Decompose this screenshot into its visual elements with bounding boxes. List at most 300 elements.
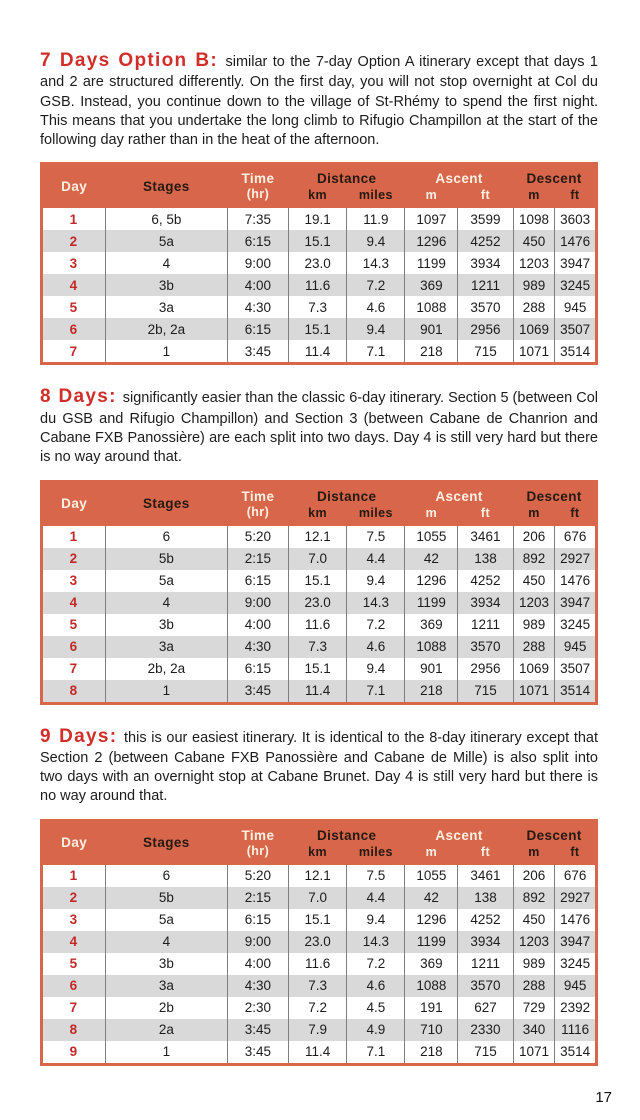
table-row [42, 318, 597, 340]
unit-header-km: km [308, 188, 328, 203]
descent-ft-cell: 3603 [555, 208, 597, 230]
stages-cell: 4 [105, 252, 227, 274]
day-cell: 5 [42, 614, 106, 636]
descent-m-cell: 1098 [513, 208, 555, 230]
time-cell: 6:15 [227, 318, 288, 340]
table-row [42, 975, 597, 997]
distance-miles-cell: 9.4 [347, 570, 405, 592]
distance-miles-cell: 4.6 [347, 636, 405, 658]
time-cell: 6:15 [227, 658, 288, 680]
table-row [42, 887, 597, 909]
distance-km-cell: 12.1 [288, 526, 346, 548]
distance-km-cell: 7.0 [288, 887, 346, 909]
distance-km-cell: 15.1 [288, 318, 346, 340]
time-cell: 6:15 [227, 570, 288, 592]
descent-ft-cell: 3245 [555, 274, 597, 296]
descent-ft-cell: 2392 [555, 997, 597, 1019]
time-cell: 5:20 [227, 526, 288, 548]
ascent-m-cell: 369 [405, 953, 458, 975]
descent-m-cell: 1071 [513, 680, 555, 704]
time-cell: 4:00 [227, 953, 288, 975]
distance-miles-cell: 7.5 [347, 865, 405, 887]
section-intro [40, 384, 598, 467]
distance-km-cell: 11.6 [288, 614, 346, 636]
ascent-m-cell: 901 [405, 658, 458, 680]
time-cell: 9:00 [227, 252, 288, 274]
table-row [42, 931, 597, 953]
stages-cell: 1 [105, 680, 227, 704]
descent-ft-cell: 3245 [555, 614, 597, 636]
col-header-time [227, 481, 288, 526]
day-cell: 8 [42, 1019, 106, 1041]
ascent-ft-cell: 2956 [458, 318, 514, 340]
ascent-ft-cell: 2330 [458, 1019, 514, 1041]
descent-m-cell: 989 [513, 953, 555, 975]
descent-ft-cell: 3514 [555, 1041, 597, 1065]
descent-ft-cell: 3947 [555, 252, 597, 274]
descent-m-cell: 1203 [513, 592, 555, 614]
ascent-ft-cell: 3934 [458, 252, 514, 274]
ascent-ft-cell: 1211 [458, 274, 514, 296]
col-header-day: Day [61, 835, 88, 851]
descent-ft-cell: 945 [555, 636, 597, 658]
table-header [42, 481, 597, 526]
col-header-stages: Stages [143, 178, 190, 194]
descent-m-cell: 729 [513, 997, 555, 1019]
ascent-ft-cell: 138 [458, 548, 514, 570]
ascent-m-cell: 1296 [405, 570, 458, 592]
ascent-m-cell: 1088 [405, 636, 458, 658]
time-unit-label: (hr) [246, 504, 270, 519]
ascent-ft-cell: 4252 [458, 909, 514, 931]
descent-ft-cell: 3507 [555, 318, 597, 340]
stages-cell: 5a [105, 230, 227, 252]
col-header-day: Day [61, 178, 88, 194]
distance-miles-cell: 7.2 [347, 614, 405, 636]
distance-km-cell: 7.3 [288, 636, 346, 658]
section-heading: 9 Days: [40, 725, 118, 747]
table-row [42, 252, 597, 274]
day-cell: 3 [42, 252, 106, 274]
unit-header-descent-ft: ft [570, 188, 580, 203]
descent-m-cell: 340 [513, 1019, 555, 1041]
distance-miles-cell: 7.5 [347, 526, 405, 548]
time-cell: 3:45 [227, 340, 288, 364]
distance-miles-cell: 9.4 [347, 658, 405, 680]
time-cell: 2:30 [227, 997, 288, 1019]
table-header [42, 164, 597, 209]
distance-km-cell: 7.0 [288, 548, 346, 570]
unit-header-km: km [308, 505, 328, 520]
stages-cell: 3b [105, 953, 227, 975]
table-row [42, 570, 597, 592]
unit-header-ascent-ft: ft [480, 505, 491, 520]
distance-km-cell: 11.4 [288, 1041, 346, 1065]
descent-m-cell: 206 [513, 865, 555, 887]
day-cell: 4 [42, 931, 106, 953]
ascent-ft-cell: 627 [458, 997, 514, 1019]
stages-cell: 2b [105, 997, 227, 1019]
table-row [42, 340, 597, 364]
day-cell: 5 [42, 296, 106, 318]
ascent-m-cell: 1296 [405, 909, 458, 931]
unit-header-miles: miles [358, 505, 393, 520]
day-cell: 2 [42, 230, 106, 252]
section-heading: 8 Days: [40, 386, 117, 408]
day-cell: 1 [42, 865, 106, 887]
ascent-ft-cell: 3461 [458, 526, 514, 548]
day-cell: 7 [42, 340, 106, 364]
stages-cell: 5a [105, 570, 227, 592]
table-row [42, 680, 597, 704]
table-row [42, 592, 597, 614]
distance-miles-cell: 4.9 [347, 1019, 405, 1041]
section-8-days [40, 384, 598, 704]
day-cell: 6 [42, 318, 106, 340]
day-cell: 4 [42, 592, 106, 614]
stages-cell: 3b [105, 614, 227, 636]
section-heading: 7 Days Option B: [40, 50, 219, 71]
section-body-text: this is our easiest itinerary. It is identical to the 8-day itinerary except that Section 2 (between Cabane FXB Panossière and Cabane de Mille) is also split into two days with an overnight stop at Cabane Brunet. Day 4 is still very hard but there is no way around that. [40, 729, 598, 805]
ascent-ft-cell: 3934 [458, 931, 514, 953]
time-label: Time [241, 171, 275, 187]
time-unit-label: (hr) [246, 187, 270, 202]
day-cell: 6 [42, 636, 106, 658]
ascent-m-cell: 218 [405, 680, 458, 704]
ascent-m-cell: 218 [405, 1041, 458, 1065]
distance-km-cell: 23.0 [288, 252, 346, 274]
descent-m-cell: 1203 [513, 252, 555, 274]
unit-header-descent-ft: ft [570, 844, 580, 859]
distance-miles-cell: 9.4 [347, 909, 405, 931]
distance-km-cell: 11.4 [288, 340, 346, 364]
descent-ft-cell: 676 [555, 526, 597, 548]
descent-ft-cell: 3947 [555, 931, 597, 953]
ascent-ft-cell: 4252 [458, 570, 514, 592]
ascent-ft-cell: 3599 [458, 208, 514, 230]
stages-cell: 3a [105, 636, 227, 658]
itinerary-table-8-days [40, 480, 598, 705]
col-header-distance: Distance [316, 488, 377, 504]
descent-ft-cell: 945 [555, 296, 597, 318]
ascent-ft-cell: 3570 [458, 636, 514, 658]
table-row [42, 658, 597, 680]
ascent-m-cell: 1199 [405, 252, 458, 274]
distance-km-cell: 11.4 [288, 680, 346, 704]
time-cell: 4:30 [227, 636, 288, 658]
stages-cell: 3b [105, 274, 227, 296]
distance-miles-cell: 4.4 [347, 887, 405, 909]
table-row [42, 230, 597, 252]
unit-header-ascent-m: m [425, 505, 438, 520]
descent-m-cell: 206 [513, 526, 555, 548]
day-cell: 7 [42, 997, 106, 1019]
descent-ft-cell: 1476 [555, 909, 597, 931]
distance-km-cell: 7.3 [288, 975, 346, 997]
section-intro [40, 48, 598, 150]
col-header-distance: Distance [316, 171, 377, 187]
day-cell: 8 [42, 680, 106, 704]
page-number: 17 [595, 1089, 612, 1106]
col-header-time [227, 820, 288, 865]
col-header-descent: Descent [526, 488, 582, 504]
descent-ft-cell: 1116 [555, 1019, 597, 1041]
distance-miles-cell: 14.3 [347, 931, 405, 953]
col-header-stages: Stages [143, 496, 190, 511]
distance-miles-cell: 4.6 [347, 975, 405, 997]
descent-m-cell: 288 [513, 975, 555, 997]
col-header-ascent: Ascent [435, 827, 483, 843]
time-cell: 6:15 [227, 230, 288, 252]
time-cell: 3:45 [227, 1019, 288, 1041]
table-row [42, 208, 597, 230]
unit-header-km: km [308, 844, 328, 859]
descent-m-cell: 288 [513, 296, 555, 318]
col-header-descent: Descent [526, 171, 582, 187]
col-header-ascent: Ascent [435, 488, 483, 504]
ascent-ft-cell: 3570 [458, 975, 514, 997]
stages-cell: 6 [105, 865, 227, 887]
descent-m-cell: 1069 [513, 658, 555, 680]
table-row [42, 274, 597, 296]
distance-km-cell: 19.1 [288, 208, 346, 230]
distance-miles-cell: 11.9 [347, 208, 405, 230]
time-label: Time [241, 827, 275, 843]
ascent-m-cell: 191 [405, 997, 458, 1019]
table-body [42, 208, 597, 364]
col-header-time [227, 164, 288, 209]
table-row [42, 526, 597, 548]
descent-m-cell: 1203 [513, 931, 555, 953]
ascent-ft-cell: 3570 [458, 296, 514, 318]
unit-header-miles: miles [358, 844, 393, 859]
ascent-ft-cell: 1211 [458, 614, 514, 636]
ascent-ft-cell: 138 [458, 887, 514, 909]
unit-header-ascent-ft: ft [480, 188, 491, 203]
time-cell: 4:30 [227, 296, 288, 318]
table-row [42, 865, 597, 887]
descent-ft-cell: 2927 [555, 548, 597, 570]
table-row [42, 1041, 597, 1065]
distance-km-cell: 7.9 [288, 1019, 346, 1041]
descent-m-cell: 1071 [513, 340, 555, 364]
distance-km-cell: 15.1 [288, 909, 346, 931]
descent-m-cell: 450 [513, 909, 555, 931]
table-row [42, 997, 597, 1019]
section-7-days-option-b [40, 48, 598, 365]
distance-miles-cell: 7.1 [347, 680, 405, 704]
descent-ft-cell: 3514 [555, 680, 597, 704]
table-row [42, 296, 597, 318]
stages-cell: 4 [105, 592, 227, 614]
distance-km-cell: 15.1 [288, 230, 346, 252]
table-row [42, 909, 597, 931]
time-cell: 4:00 [227, 274, 288, 296]
distance-miles-cell: 4.5 [347, 997, 405, 1019]
table-row [42, 953, 597, 975]
stages-cell: 1 [105, 1041, 227, 1065]
ascent-m-cell: 42 [405, 887, 458, 909]
day-cell: 4 [42, 274, 106, 296]
ascent-m-cell: 1055 [405, 526, 458, 548]
descent-m-cell: 1069 [513, 318, 555, 340]
table-body [42, 526, 597, 704]
ascent-ft-cell: 4252 [458, 230, 514, 252]
table-row [42, 614, 597, 636]
distance-miles-cell: 7.1 [347, 1041, 405, 1065]
col-header-day: Day [61, 496, 88, 511]
time-cell: 5:20 [227, 865, 288, 887]
ascent-ft-cell: 2956 [458, 658, 514, 680]
distance-miles-cell: 7.1 [347, 340, 405, 364]
unit-header-miles: miles [358, 188, 393, 203]
stages-cell: 5b [105, 887, 227, 909]
ascent-m-cell: 710 [405, 1019, 458, 1041]
distance-km-cell: 23.0 [288, 931, 346, 953]
ascent-m-cell: 1199 [405, 931, 458, 953]
ascent-m-cell: 1097 [405, 208, 458, 230]
day-cell: 2 [42, 887, 106, 909]
stages-cell: 4 [105, 931, 227, 953]
unit-header-descent-m: m [528, 505, 540, 520]
distance-miles-cell: 14.3 [347, 592, 405, 614]
table-row [42, 1019, 597, 1041]
descent-m-cell: 892 [513, 887, 555, 909]
ascent-m-cell: 1199 [405, 592, 458, 614]
day-cell: 9 [42, 1041, 106, 1065]
descent-ft-cell: 1476 [555, 230, 597, 252]
unit-header-ascent-ft: ft [480, 844, 491, 859]
unit-header-descent-ft: ft [570, 505, 580, 520]
descent-m-cell: 450 [513, 570, 555, 592]
table-header [42, 820, 597, 865]
distance-km-cell: 23.0 [288, 592, 346, 614]
time-unit-label: (hr) [246, 843, 270, 858]
stages-cell: 2a [105, 1019, 227, 1041]
unit-header-ascent-m: m [425, 188, 438, 203]
ascent-ft-cell: 715 [458, 1041, 514, 1065]
day-cell: 5 [42, 953, 106, 975]
distance-miles-cell: 9.4 [347, 230, 405, 252]
time-cell: 7:35 [227, 208, 288, 230]
ascent-m-cell: 369 [405, 274, 458, 296]
time-cell: 4:00 [227, 614, 288, 636]
col-header-descent: Descent [526, 827, 582, 843]
section-body-text: similar to the 7-day Option A itinerary except that days 1 and 2 are structured differently. On the first day, you will not stop overnight at Col du GSB. Instead, you continue down to the village of St-Rhémy to spend the first night. This means that you undertake the long climb to Rifugio Champillon at the start of the following day rather than in the heat of the afternoon. [40, 54, 598, 149]
stages-cell: 6 [105, 526, 227, 548]
ascent-ft-cell: 3934 [458, 592, 514, 614]
descent-m-cell: 288 [513, 636, 555, 658]
descent-m-cell: 892 [513, 548, 555, 570]
table-row [42, 636, 597, 658]
ascent-m-cell: 1088 [405, 296, 458, 318]
time-cell: 9:00 [227, 592, 288, 614]
time-cell: 3:45 [227, 1041, 288, 1065]
descent-ft-cell: 676 [555, 865, 597, 887]
distance-miles-cell: 7.2 [347, 953, 405, 975]
descent-ft-cell: 3245 [555, 953, 597, 975]
col-header-distance: Distance [316, 827, 377, 843]
distance-miles-cell: 4.6 [347, 296, 405, 318]
distance-miles-cell: 14.3 [347, 252, 405, 274]
ascent-m-cell: 1296 [405, 230, 458, 252]
ascent-m-cell: 218 [405, 340, 458, 364]
distance-miles-cell: 7.2 [347, 274, 405, 296]
stages-cell: 5a [105, 909, 227, 931]
distance-km-cell: 11.6 [288, 953, 346, 975]
descent-ft-cell: 3514 [555, 340, 597, 364]
distance-km-cell: 12.1 [288, 865, 346, 887]
stages-cell: 3a [105, 975, 227, 997]
stages-cell: 6, 5b [105, 208, 227, 230]
ascent-m-cell: 1055 [405, 865, 458, 887]
day-cell: 3 [42, 909, 106, 931]
unit-header-descent-m: m [528, 188, 540, 203]
stages-cell: 3a [105, 296, 227, 318]
distance-km-cell: 7.3 [288, 296, 346, 318]
col-header-stages: Stages [143, 835, 190, 851]
time-cell: 2:15 [227, 548, 288, 570]
time-cell: 4:30 [227, 975, 288, 997]
section-9-days [40, 724, 598, 1066]
itinerary-table-7-days [40, 162, 598, 365]
distance-km-cell: 7.2 [288, 997, 346, 1019]
time-label: Time [241, 488, 275, 504]
day-cell: 6 [42, 975, 106, 997]
descent-ft-cell: 3947 [555, 592, 597, 614]
time-cell: 6:15 [227, 909, 288, 931]
ascent-m-cell: 1088 [405, 975, 458, 997]
descent-ft-cell: 1476 [555, 570, 597, 592]
table-body [42, 865, 597, 1065]
table-row [42, 548, 597, 570]
descent-m-cell: 989 [513, 614, 555, 636]
stages-cell: 5b [105, 548, 227, 570]
unit-header-ascent-m: m [425, 844, 438, 859]
time-cell: 9:00 [227, 931, 288, 953]
day-cell: 1 [42, 526, 106, 548]
distance-km-cell: 15.1 [288, 570, 346, 592]
day-cell: 2 [42, 548, 106, 570]
descent-ft-cell: 2927 [555, 887, 597, 909]
distance-km-cell: 15.1 [288, 658, 346, 680]
ascent-m-cell: 901 [405, 318, 458, 340]
day-cell: 7 [42, 658, 106, 680]
ascent-ft-cell: 715 [458, 340, 514, 364]
itinerary-table-9-days [40, 819, 598, 1066]
day-cell: 1 [42, 208, 106, 230]
time-cell: 2:15 [227, 887, 288, 909]
ascent-ft-cell: 3461 [458, 865, 514, 887]
descent-ft-cell: 3507 [555, 658, 597, 680]
ascent-m-cell: 369 [405, 614, 458, 636]
stages-cell: 1 [105, 340, 227, 364]
unit-header-descent-m: m [528, 844, 540, 859]
day-cell: 3 [42, 570, 106, 592]
section-intro [40, 724, 598, 807]
stages-cell: 2b, 2a [105, 318, 227, 340]
descent-ft-cell: 945 [555, 975, 597, 997]
ascent-ft-cell: 715 [458, 680, 514, 704]
distance-miles-cell: 4.4 [347, 548, 405, 570]
ascent-ft-cell: 1211 [458, 953, 514, 975]
stages-cell: 2b, 2a [105, 658, 227, 680]
ascent-m-cell: 42 [405, 548, 458, 570]
time-cell: 3:45 [227, 680, 288, 704]
distance-miles-cell: 9.4 [347, 318, 405, 340]
section-body-text: significantly easier than the classic 6-day itinerary. Section 5 (between Col du GSB and Rifugio Champillon) and Section 3 (between Cabane de Chanrion and Cabane FXB Panossière) are each split into two days. Day 4 is still very hard but there is no way around that. [40, 390, 598, 466]
descent-m-cell: 1071 [513, 1041, 555, 1065]
